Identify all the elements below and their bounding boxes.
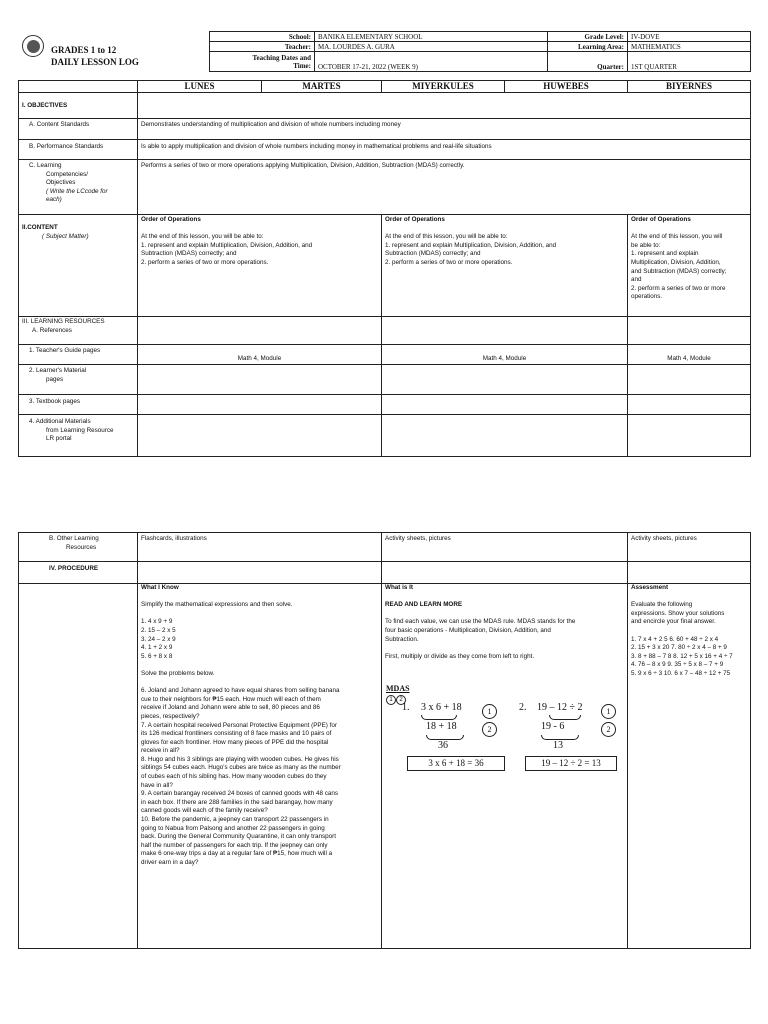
textbook-lunes-martes	[138, 395, 382, 415]
day-martes: MARTES	[262, 81, 382, 93]
content-5-l6: and	[631, 276, 642, 284]
problem-line: receive in all?	[141, 747, 180, 755]
content-5-l7: 2. perform a series of two or more	[631, 284, 726, 292]
what-i-know-title: What I Know	[141, 584, 179, 591]
performance-standards-label: B. Performance Standards	[19, 140, 138, 160]
procedure-label: IV. PROCEDURE	[19, 562, 138, 584]
procedure-blank	[19, 584, 138, 949]
isit-line-4: First, multiply or divide as they come from left to right.	[385, 652, 535, 660]
problem-line: cue to their neighbors for ₱15 each. How much will each of them	[141, 695, 321, 703]
resources-biyernes	[628, 317, 751, 345]
lm-lunes-martes	[138, 365, 382, 395]
dates-label	[210, 52, 315, 72]
mdas-circle-2: 2	[396, 695, 406, 705]
additional-label-1: 4. Additional Materials	[29, 418, 91, 425]
assessment-item: 2. 15 + 3 x 20 7. 80 ÷ 2 x 4 – 8 + 9	[631, 644, 727, 652]
school-value: BANIKA ELEMENTARY SCHOOL	[315, 32, 548, 42]
content-title-1: Order of Operations	[141, 216, 201, 223]
additional-label-3: LR portal	[46, 435, 72, 443]
problem-line: 7. A certain hospital received Personal Protective Equipment (PPE) for	[141, 721, 338, 729]
ex1-number: 1.	[402, 702, 410, 713]
ex1-brace	[421, 715, 457, 720]
lm-biyernes	[628, 365, 751, 395]
content-1-l1: At the end of this lesson, you will be able to:	[141, 233, 264, 241]
ex1-step-circle-1: 1	[482, 704, 497, 719]
isit-line-1: To find each value, we can use the MDAS rule. MDAS stands for the	[385, 618, 576, 626]
dates-label-1: Teaching Dates and	[252, 53, 311, 62]
competencies-label	[19, 160, 138, 215]
days-blank	[19, 81, 138, 93]
assessment-item: 3. 8 + 88 – 7 8 8. 12 + 5 x 16 + 4 ÷ 7	[631, 652, 733, 660]
other-resources-label	[19, 533, 138, 562]
content-label-text: II.CONTENT	[22, 224, 58, 231]
procedure-miyerkules	[382, 562, 628, 584]
know-item-4: 4. 1 + 2 x 9	[141, 644, 173, 652]
day-lunes: LUNES	[138, 81, 262, 93]
read-and-learn-more: READ AND LEARN MORE	[385, 601, 463, 609]
content-3-l2: 1. represent and explain Multiplication, Division, Addition, and	[385, 241, 557, 249]
competencies-label-2: Competencies/	[46, 170, 88, 178]
additional-label	[19, 415, 138, 457]
ex2-answer-box: 19 – 12 ÷ 2 = 13	[525, 756, 617, 771]
additional-biyernes	[628, 415, 751, 457]
quarter-label: Quarter:	[548, 52, 628, 72]
header-table	[209, 31, 751, 72]
what-i-know-intro: Simplify the mathematical expressions and then solve.	[141, 601, 293, 609]
problem-line: half the number of passengers for each trip. If the jeepney can only	[141, 841, 328, 849]
other-resources-label-1: B. Other Learning	[49, 535, 99, 542]
lm-label-2: pages	[46, 375, 64, 383]
content-title-3: Order of Operations	[385, 216, 445, 223]
textbook-label: 3. Textbook pages	[19, 395, 138, 415]
competencies-label-5: each)	[46, 196, 62, 204]
problem-line: driver earn in a day?	[141, 859, 199, 866]
what-is-it-title: What is It	[385, 584, 413, 591]
assessment-line-3: and encircle your final answer.	[631, 618, 716, 626]
days-row	[19, 81, 751, 93]
competencies-label-1: C. Learning	[29, 162, 62, 169]
what-is-it-cell	[382, 584, 628, 949]
ex1-step-circle-2: 2	[482, 722, 497, 737]
content-title-5: Order of Operations	[631, 216, 691, 223]
ex1-step: 18 + 18	[426, 721, 457, 732]
additional-miyerkules-huwebes	[382, 415, 628, 457]
teacher-value: MA. LOURDES A. GURA	[315, 42, 548, 52]
problem-line: make 6 one-way trips a day at a regular fare of ₱15, how much will a	[141, 850, 333, 858]
content-3-l4: 2. perform a series of two or more operations.	[385, 258, 513, 266]
know-item-5: 5. 6 + 8 x 8	[141, 652, 173, 660]
competencies-label-4: ( Write the LCcode for	[46, 187, 108, 195]
ex2-step-circle-2: 2	[601, 722, 616, 737]
problem-line: have in all?	[141, 781, 173, 789]
quarter-value: 1ST QUARTER	[628, 52, 751, 72]
area-value: MATHEMATICS	[628, 42, 751, 52]
content-lunes-martes	[138, 215, 382, 317]
assessment-cell	[628, 584, 751, 949]
ex1-result: 36	[438, 740, 448, 751]
other-resources-lunes: Flashcards, illustrations	[138, 533, 382, 562]
problem-line: of cubes each of his sibling has. How many wooden cubes do they	[141, 773, 327, 781]
additional-label-2: from Learning Resource	[46, 426, 114, 434]
resources-label	[19, 317, 138, 345]
performance-standards-text: Is able to apply multiplication and division of whole numbers including money in mathematical problems and real-life situations	[138, 140, 751, 160]
lesson-table-page2	[18, 532, 751, 949]
content-5-l2: be able to:	[631, 241, 661, 249]
ex2-step-circle-1: 1	[601, 704, 616, 719]
problem-line: in each box. If there are 288 families in the said barangay, how many	[141, 798, 333, 806]
problem-line: its 126 medical frontliners consisting of 8 face masks and 10 pairs of	[141, 730, 332, 738]
content-5-l4: Multiplication, Division, Addition,	[631, 258, 721, 266]
title-line-2: DAILY LESSON LOG	[51, 57, 139, 67]
isit-line-3: Subtraction.	[385, 635, 419, 643]
day-biyernes: BIYERNES	[628, 81, 751, 93]
problem-line: gloves for each frontliner. How many pieces of PPE did the hospital	[141, 738, 329, 746]
resources-label-text: III. LEARNING RESOURCES	[22, 318, 105, 325]
objectives-label: I. OBJECTIVES	[19, 93, 138, 119]
day-miyerkules: MIYERKULES	[382, 81, 505, 93]
problem-line: 9. A certain barangay received 24 boxes of canned goods with 48 cans	[141, 790, 339, 798]
objectives-cell	[138, 93, 751, 119]
textbook-miyerkules-huwebes	[382, 395, 628, 415]
grade-value: IV-DOVE	[628, 32, 751, 42]
content-label	[19, 215, 138, 317]
ex2-result: 13	[553, 740, 563, 751]
content-standards-text: Demonstrates understanding of multiplication and division of whole numbers including money	[138, 119, 751, 140]
tg-label: 1. Teacher's Guide pages	[19, 345, 138, 365]
ex2-number: 2.	[519, 702, 527, 713]
problem-line: going to Nabua from Palsong and another 22 passengers in going	[141, 824, 325, 832]
content-standards-label: A. Content Standards	[19, 119, 138, 140]
competencies-label-3: Objectives	[46, 179, 76, 187]
assessment-item: 4. 76 – 8 x 9 9. 35 ÷ 5 x 8 – 7 + 9	[631, 661, 724, 669]
other-resources-miyerkules: Activity sheets, pictures	[382, 533, 628, 562]
ex2-expression: 19 – 12 ÷ 2	[537, 702, 583, 713]
problem-line: back. During the General Community Quarantine, it can only transport	[141, 833, 336, 841]
dates-value: OCTOBER 17-21, 2022 (WEEK 9)	[315, 52, 548, 72]
assessment-title: Assessment	[631, 584, 669, 591]
lm-label	[19, 365, 138, 395]
ex1-answer-box: 3 x 6 + 18 = 36	[407, 756, 505, 771]
mdas-logo: MDAS	[386, 684, 410, 693]
lm-miyerkules-huwebes	[382, 365, 628, 395]
resources-lunes-martes	[138, 317, 382, 345]
problem-line: 8. Hugo and his 3 siblings are playing with wooden cubes. He gives his	[141, 755, 339, 763]
ex1-expression: 3 x 6 + 18	[421, 702, 462, 713]
content-miyerkules-huwebes	[382, 215, 628, 317]
assessment-line-1: Evaluate the following	[631, 601, 693, 609]
lm-label-1: 2. Learner's Material	[29, 367, 87, 374]
day-huwebes: HUWEBES	[505, 81, 628, 93]
content-1-l2: 1. represent and explain Multiplication, Division, Addition, and	[141, 241, 313, 249]
ex2-step: 19 - 6	[541, 721, 565, 732]
content-3-l1: At the end of this lesson, you will be able to:	[385, 233, 508, 241]
ex2-brace	[549, 715, 581, 720]
competencies-text: Performs a series of two or more operations applying Multiplication, Division, Addition, Subtraction (MDAS) correctly.	[138, 160, 751, 215]
document-title	[51, 44, 139, 68]
tg-biyernes: Math 4, Module	[628, 345, 751, 365]
content-5-l5: and Subtraction (MDAS) correctly;	[631, 267, 727, 275]
procedure-lunes	[138, 562, 382, 584]
grade-label: Grade Level:	[548, 32, 628, 42]
other-resources-label-2: Resources	[66, 543, 97, 551]
dates-label-2: Time:	[293, 61, 311, 70]
tg-lunes-martes: Math 4, Module	[138, 345, 382, 365]
references-label: A. References	[32, 326, 72, 334]
assessment-line-2: expressions. Show your solutions	[631, 609, 725, 617]
content-3-l3: Subtraction (MDAS) correctly; and	[385, 250, 481, 258]
area-label: Learning Area:	[548, 42, 628, 52]
know-item-1: 1. 4 x 9 + 9	[141, 618, 173, 626]
resources-miyerkules-huwebes	[382, 317, 628, 345]
title-line-1: GRADES 1 to 12	[51, 45, 117, 55]
other-resources-biyernes: Activity sheets, pictures	[628, 533, 751, 562]
assessment-item: 5. 9 x 6 ÷ 3 10. 6 x 7 – 48 ÷ 12 + 75	[631, 669, 731, 677]
what-i-know-solve: Solve the problems below.	[141, 669, 215, 677]
content-5-l8: operations.	[631, 293, 663, 301]
problem-line: receive if Joland and Johann were able to sell, 80 pieces and 86	[141, 704, 320, 712]
procedure-biyernes	[628, 562, 751, 584]
problem-line: pieces, respectively?	[141, 712, 200, 720]
teacher-label: Teacher:	[210, 42, 315, 52]
isit-line-2: four basic operations - Multiplication, Division, Addition, and	[385, 626, 551, 634]
problem-line: 6. Joland and Johann agreed to have equal shares from selling banana	[141, 687, 340, 695]
mdas-circle-1: 1	[386, 695, 396, 705]
deped-seal	[22, 35, 44, 57]
content-1-l4: 2. perform a series of two or more operations.	[141, 258, 269, 266]
school-label: School:	[210, 32, 315, 42]
problem-line: siblings 54 cubes each. Hugo's cubes are twice as many as the number	[141, 764, 341, 772]
content-5-l3: 1. represent and explain	[631, 250, 699, 258]
know-item-3: 3. 24 – 2 x 9	[141, 635, 176, 643]
assessment-item: 1. 7 x 4 + 2 5 6. 60 + 48 ÷ 2 x 4	[631, 635, 719, 643]
lesson-table-page1	[18, 80, 751, 457]
problem-line: canned goods will each of the family receive?	[141, 807, 268, 815]
content-biyernes	[628, 215, 751, 317]
what-i-know-cell	[138, 584, 382, 949]
tg-miyerkules-huwebes: Math 4, Module	[382, 345, 628, 365]
problem-line: 10. Before the pandemic, a jeepney can transport 22 passengers in	[141, 816, 329, 824]
additional-lunes-martes	[138, 415, 382, 457]
textbook-biyernes	[628, 395, 751, 415]
know-item-2: 2. 15 – 2 x 5	[141, 626, 176, 634]
content-5-l1: At the end of this lesson, you will	[631, 233, 723, 241]
content-sub-label: ( Subject Matter)	[42, 232, 89, 240]
content-1-l3: Subtraction (MDAS) correctly; and	[141, 250, 237, 258]
